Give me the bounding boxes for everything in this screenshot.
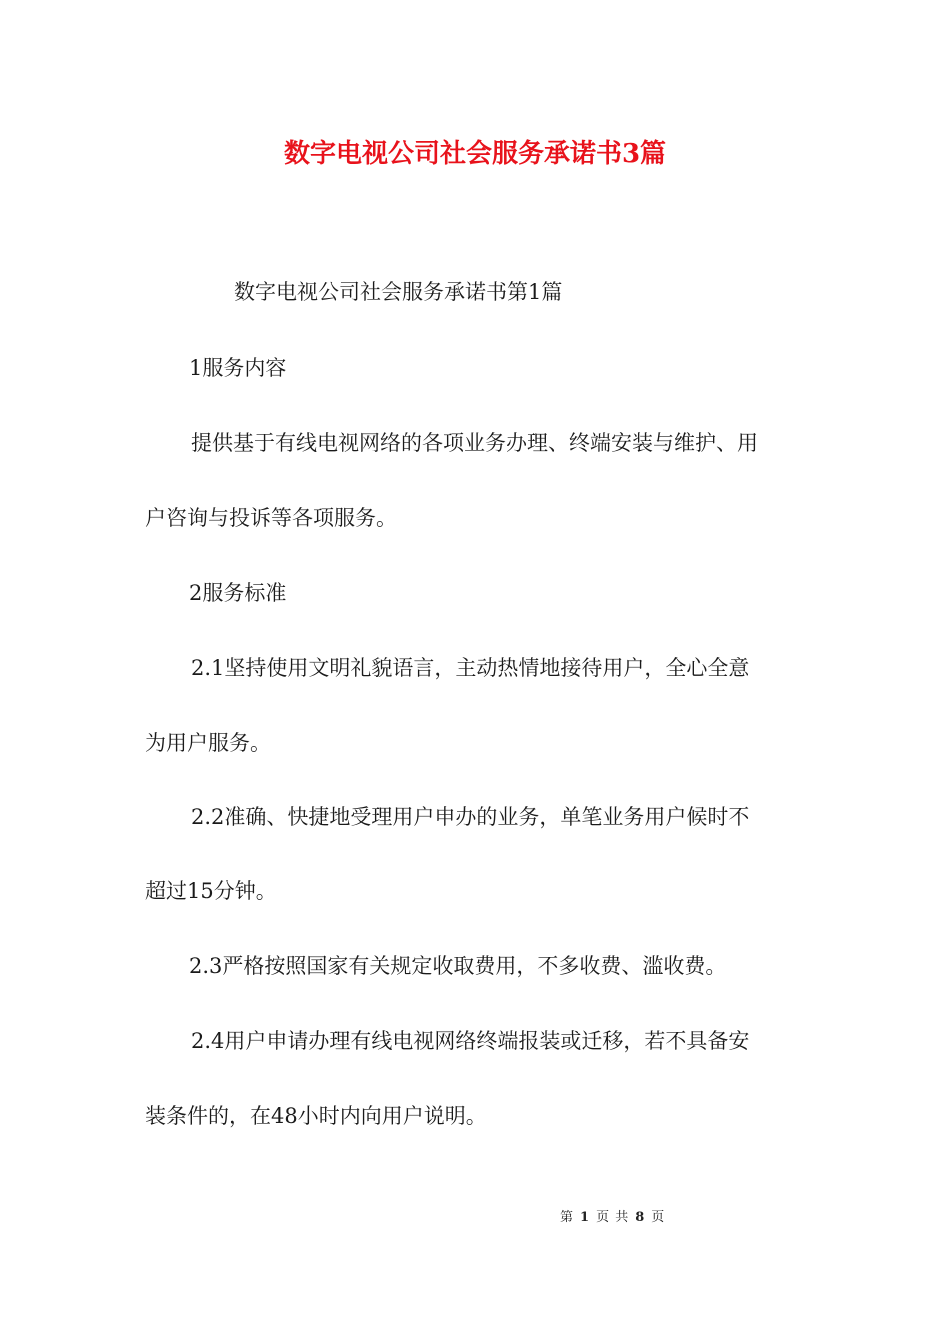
paragraph-line: 2.1坚持使用文明礼貌语言，主动热情地接待用户，全心全意 — [191, 656, 750, 680]
heading-service-content: 1服务内容 — [189, 356, 287, 380]
paragraph-line: 2.3严格按照国家有关规定收取费用，不多收费、滥收费。 — [189, 954, 727, 978]
footer-page-number: 1 — [580, 1210, 591, 1225]
paragraph-line: 装条件的，在48小时内向用户说明。 — [145, 1104, 487, 1128]
footer-middle: 页 共 — [596, 1210, 630, 1225]
paragraph-line: 2.2准确、快捷地受理用户申办的业务，单笔业务用户候时不 — [191, 805, 750, 829]
footer-suffix: 页 — [651, 1210, 666, 1225]
paragraph-line: 超过15分钟。 — [145, 879, 277, 903]
footer-prefix: 第 — [560, 1210, 575, 1225]
paragraph-line: 提供基于有线电视网络的各项业务办理、终端安装与维护、用 — [191, 431, 758, 455]
page-footer — [560, 1208, 700, 1228]
document-title: 数字电视公司社会服务承诺书3篇 — [283, 139, 667, 169]
footer-total-pages: 8 — [635, 1210, 646, 1225]
paragraph-line: 2.4用户申请办理有线电视网络终端报装或迁移，若不具备安 — [191, 1029, 750, 1053]
section-subtitle: 数字电视公司社会服务承诺书第1篇 — [234, 280, 563, 304]
heading-service-standard: 2服务标准 — [189, 581, 287, 605]
paragraph-line: 为用户服务。 — [145, 731, 271, 755]
paragraph-line: 户咨询与投诉等各项服务。 — [145, 506, 397, 530]
